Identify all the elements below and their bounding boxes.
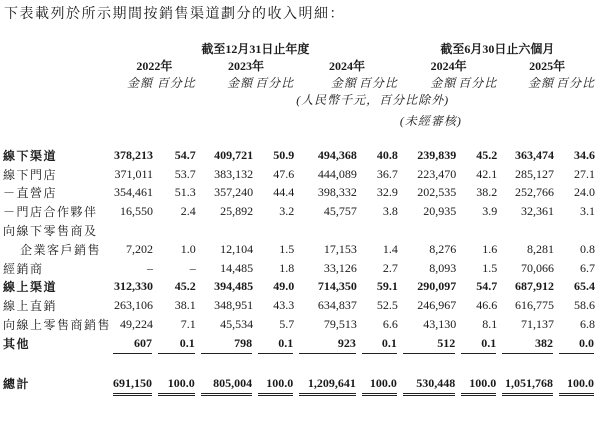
table-row (0, 221, 597, 240)
amount-cell: 223,470 (417, 166, 457, 181)
amount-cell: 1,209,641 (296, 374, 359, 394)
amount-cell: 805,004 (198, 374, 255, 394)
amount-cell: 634,837 (317, 298, 357, 313)
year-header: 2022年 (136, 59, 173, 73)
pct-cell: 59.1 (376, 279, 398, 294)
amount-cell: 32,361 (520, 204, 554, 219)
revenue-by-channel-table (0, 40, 600, 396)
amount-cell: 348,951 (214, 298, 254, 313)
amount-cell: 16,550 (120, 204, 154, 219)
table-row (0, 202, 597, 221)
pct-column-header: 百分比 (156, 76, 196, 90)
amount-cell: 444,089 (317, 166, 357, 181)
pct-cell: 1.4 (382, 241, 398, 256)
pct-cell: 0.1 (359, 334, 400, 353)
row-label: 線下門店 (3, 167, 58, 182)
table-row (0, 374, 597, 394)
table-row (0, 315, 597, 334)
pct-cell: 100.0 (359, 374, 400, 394)
pct-cell (458, 221, 499, 240)
amount-cell: 382 (499, 334, 556, 353)
amount-cell: 45,534 (220, 317, 254, 332)
amount-cell (296, 221, 359, 240)
pct-cell: 49.0 (273, 279, 295, 294)
amount-column-header: 金額 (430, 76, 457, 90)
amount-column-header: 金額 (330, 76, 357, 90)
amount-cell: 409,721 (214, 147, 254, 162)
pct-cell: 45.2 (174, 279, 196, 294)
pct-cell: 54.7 (174, 147, 196, 162)
table-row (0, 165, 597, 184)
amount-cell: 923 (296, 334, 359, 353)
amount-cell: 8,281 (526, 241, 554, 256)
amount-cell: 691,150 (113, 374, 155, 394)
pct-cell: 0.1 (458, 334, 499, 353)
pct-cell: 100.0 (458, 374, 499, 394)
amount-column-header: 金額 (227, 76, 254, 90)
amount-cell: 363,474 (514, 147, 554, 162)
pct-cell: 6.8 (580, 317, 595, 332)
pct-cell (556, 221, 597, 240)
amount-cell (400, 221, 458, 240)
amount-cell: 79,513 (323, 317, 357, 332)
pct-cell: 1.0 (180, 241, 196, 256)
table-row (0, 146, 597, 165)
pct-cell: 52.5 (376, 298, 398, 313)
pct-cell: 6.6 (382, 317, 398, 332)
pct-cell: 24.0 (574, 185, 595, 200)
year-header: 2024年 (329, 59, 366, 73)
amount-cell: 512 (400, 334, 458, 353)
pct-cell (359, 221, 400, 240)
amount-cell: 43,130 (423, 317, 457, 332)
pct-cell: 100.0 (556, 374, 597, 394)
pct-cell: – (189, 260, 196, 275)
amount-cell: 14,485 (220, 260, 254, 275)
group-header-interim: 截至6月30日止六個月 (440, 42, 555, 56)
pct-cell: 44.4 (273, 185, 295, 200)
amount-cell: 70,066 (520, 260, 554, 275)
row-label: －門店合作夥伴 (3, 205, 98, 220)
row-label: 總計 (3, 377, 31, 392)
amount-cell: 398,332 (317, 185, 357, 200)
amount-cell: 252,766 (514, 185, 554, 200)
amount-cell: 371,011 (114, 166, 154, 181)
pct-cell: 51.3 (174, 185, 196, 200)
pct-cell: 38.2 (476, 185, 498, 200)
amount-cell: 394,485 (214, 279, 254, 294)
pct-cell: 46.6 (476, 298, 498, 313)
amount-cell: 354,461 (114, 185, 154, 200)
amount-cell: 494,368 (317, 147, 357, 162)
pct-cell: 5.7 (279, 317, 295, 332)
pct-cell: 45.2 (476, 147, 498, 162)
amount-cell: 12,104 (220, 241, 254, 256)
pct-cell: 43.3 (273, 298, 295, 313)
pct-cell: 3.1 (580, 204, 595, 219)
amount-cell: 285,127 (514, 166, 554, 181)
pct-column-header: 百分比 (458, 76, 498, 90)
year-header: 2023年 (227, 59, 264, 73)
row-label: 其他 (3, 337, 31, 352)
amount-cell: 25,892 (220, 204, 254, 219)
amount-cell: 7,202 (126, 241, 154, 256)
pct-column-header: 百分比 (255, 76, 295, 90)
pct-cell: 1.8 (279, 260, 295, 275)
row-label: 向線上零售商銷售 (3, 318, 112, 333)
pct-cell: 1.6 (482, 241, 498, 256)
amount-column-header: 金額 (127, 76, 154, 90)
amount-cell: 383,132 (214, 166, 254, 181)
table-row (0, 259, 597, 278)
amount-cell: 530,448 (400, 374, 458, 394)
amount-cell: 607 (113, 334, 155, 353)
pct-cell: 1.5 (482, 260, 498, 275)
row-label: 線上直銷 (3, 299, 58, 314)
pct-cell: 40.8 (376, 147, 398, 162)
pct-cell: 8.1 (482, 317, 498, 332)
amount-cell: 1,051,768 (499, 374, 556, 394)
row-label: －直營店 (3, 186, 58, 201)
pct-cell: 3.2 (279, 204, 295, 219)
amount-cell: 616,775 (514, 298, 554, 313)
table-intro: 下表載列於所示期間按銷售渠道劃分的收入明細： (4, 7, 345, 22)
table-row (0, 240, 597, 259)
pct-cell: 6.7 (580, 260, 595, 275)
amount-cell: 20,935 (423, 204, 457, 219)
pct-cell: 34.6 (574, 147, 595, 162)
amount-cell: 202,535 (417, 185, 457, 200)
row-label: 經銷商 (3, 261, 44, 276)
group-header-annual: 截至12月31日止年度 (201, 42, 310, 56)
amount-cell: 246,967 (417, 298, 457, 313)
amount-cell: 8,276 (429, 241, 457, 256)
table-row (0, 278, 597, 297)
amount-cell (113, 221, 155, 240)
pct-cell: 0.1 (255, 334, 296, 353)
row-label: 向線下零售商及 (3, 224, 98, 239)
pct-cell: 100.0 (155, 374, 198, 394)
pct-cell: 38.1 (174, 298, 196, 313)
pct-cell: 0.0 (556, 334, 597, 353)
amount-cell: 49,224 (120, 317, 154, 332)
amount-cell: 71,137 (520, 317, 554, 332)
pct-cell: 32.9 (376, 185, 398, 200)
amount-cell: 687,912 (514, 279, 554, 294)
pct-cell: 2.7 (382, 260, 398, 275)
amount-cell: 378,213 (114, 147, 154, 162)
pct-cell: 50.9 (273, 147, 295, 162)
pct-cell: 2.4 (180, 204, 196, 219)
amount-cell (499, 221, 556, 240)
table-row (0, 184, 597, 203)
pct-cell: 42.1 (476, 166, 498, 181)
pct-cell: 0.1 (155, 334, 198, 353)
pct-cell: 47.6 (273, 166, 295, 181)
table-row (0, 296, 597, 315)
amount-cell: 263,106 (114, 298, 154, 313)
pct-cell: 65.4 (574, 279, 595, 294)
unaudited-note: (未經審核) (399, 113, 462, 128)
year-header: 2024年 (430, 59, 467, 73)
amount-cell: 357,240 (214, 185, 254, 200)
pct-cell: 58.6 (574, 298, 595, 313)
row-label: 線下渠道 (3, 148, 58, 163)
amount-cell: 8,093 (429, 260, 457, 275)
amount-cell: 290,097 (417, 279, 457, 294)
pct-cell: 3.9 (482, 204, 498, 219)
amount-cell: 714,350 (317, 279, 357, 294)
table-row (0, 334, 597, 353)
row-label: 線上渠道 (3, 280, 58, 295)
pct-column-header: 百分比 (358, 76, 398, 90)
pct-cell: 7.1 (180, 317, 196, 332)
pct-column-header: 百分比 (555, 76, 595, 90)
pct-cell (155, 221, 198, 240)
pct-cell (255, 221, 296, 240)
pct-cell: 36.7 (376, 166, 398, 181)
amount-cell: 45,757 (323, 204, 357, 219)
amount-cell: 312,330 (114, 279, 154, 294)
unit-note: (人民幣千元，百分比除外) (296, 93, 450, 107)
amount-cell: 17,153 (323, 241, 357, 256)
row-label: 企業客戶銷售 (20, 242, 102, 257)
pct-cell: 0.8 (580, 241, 595, 256)
amount-column-header: 金額 (527, 76, 554, 90)
pct-cell: 1.5 (279, 241, 295, 256)
pct-cell: 54.7 (476, 279, 498, 294)
amount-cell: 239,839 (417, 147, 457, 162)
pct-cell: 100.0 (255, 374, 296, 394)
pct-cell: 3.8 (382, 204, 398, 219)
amount-cell: – (147, 260, 154, 275)
amount-cell: 33,126 (323, 260, 357, 275)
amount-cell (198, 221, 255, 240)
pct-cell: 27.1 (574, 166, 595, 181)
pct-cell: 53.7 (174, 166, 196, 181)
amount-cell: 798 (198, 334, 255, 353)
year-header: 2025年 (529, 59, 566, 73)
